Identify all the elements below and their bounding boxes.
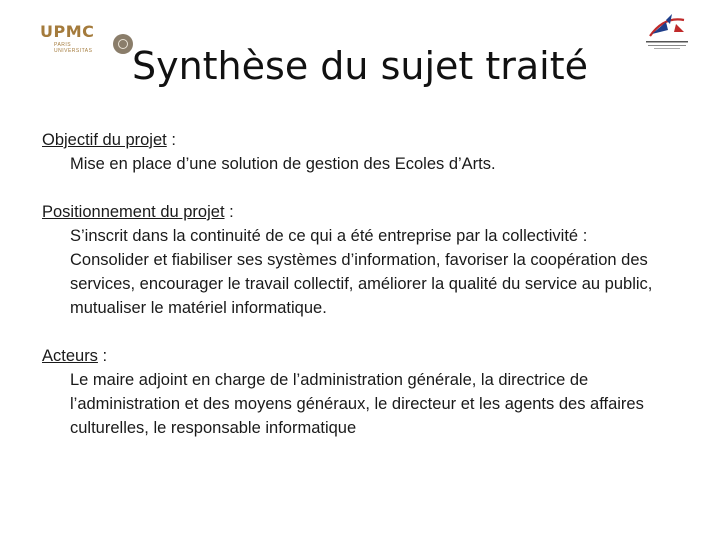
- heading-separator: :: [97, 347, 108, 365]
- section-acteurs: [42, 344, 662, 440]
- section-body: Mise en place d’une solution de gestion des Ecoles d’Arts.: [70, 155, 496, 173]
- heading-separator: :: [166, 131, 176, 149]
- section-heading-line: [42, 200, 662, 224]
- section-objectif: [42, 128, 662, 176]
- section-heading-line: [42, 344, 662, 368]
- heading-separator: :: [224, 203, 234, 221]
- upmc-logo-subtext: PARIS UNIVERSITAS: [54, 42, 93, 54]
- section-positionnement: [42, 200, 662, 320]
- section-body: Le maire adjoint en charge de l’administration générale, la directrice de l’administration et des moyens généraux, le directeur et les agents des affaires culturelles, le responsable informatique: [70, 371, 644, 437]
- upmc-logo-text: UPMC: [40, 22, 95, 41]
- section-heading: Acteurs: [42, 347, 98, 365]
- section-heading: Positionnement du projet: [42, 203, 225, 221]
- slide-content: [42, 128, 662, 464]
- section-heading-line: [42, 128, 662, 152]
- section-body: S’inscrit dans la continuité de ce qui a été entreprise par la collectivité : Consolider et fiabiliser ses systèmes d’information, favoriser la coopération des services, encourager le travail collectif, améliorer la qualité du service au public, mutualiser le matériel informatique.: [70, 227, 653, 317]
- slide-title: Synthèse du sujet traité: [131, 44, 589, 88]
- section-heading: Objectif du projet: [42, 131, 167, 149]
